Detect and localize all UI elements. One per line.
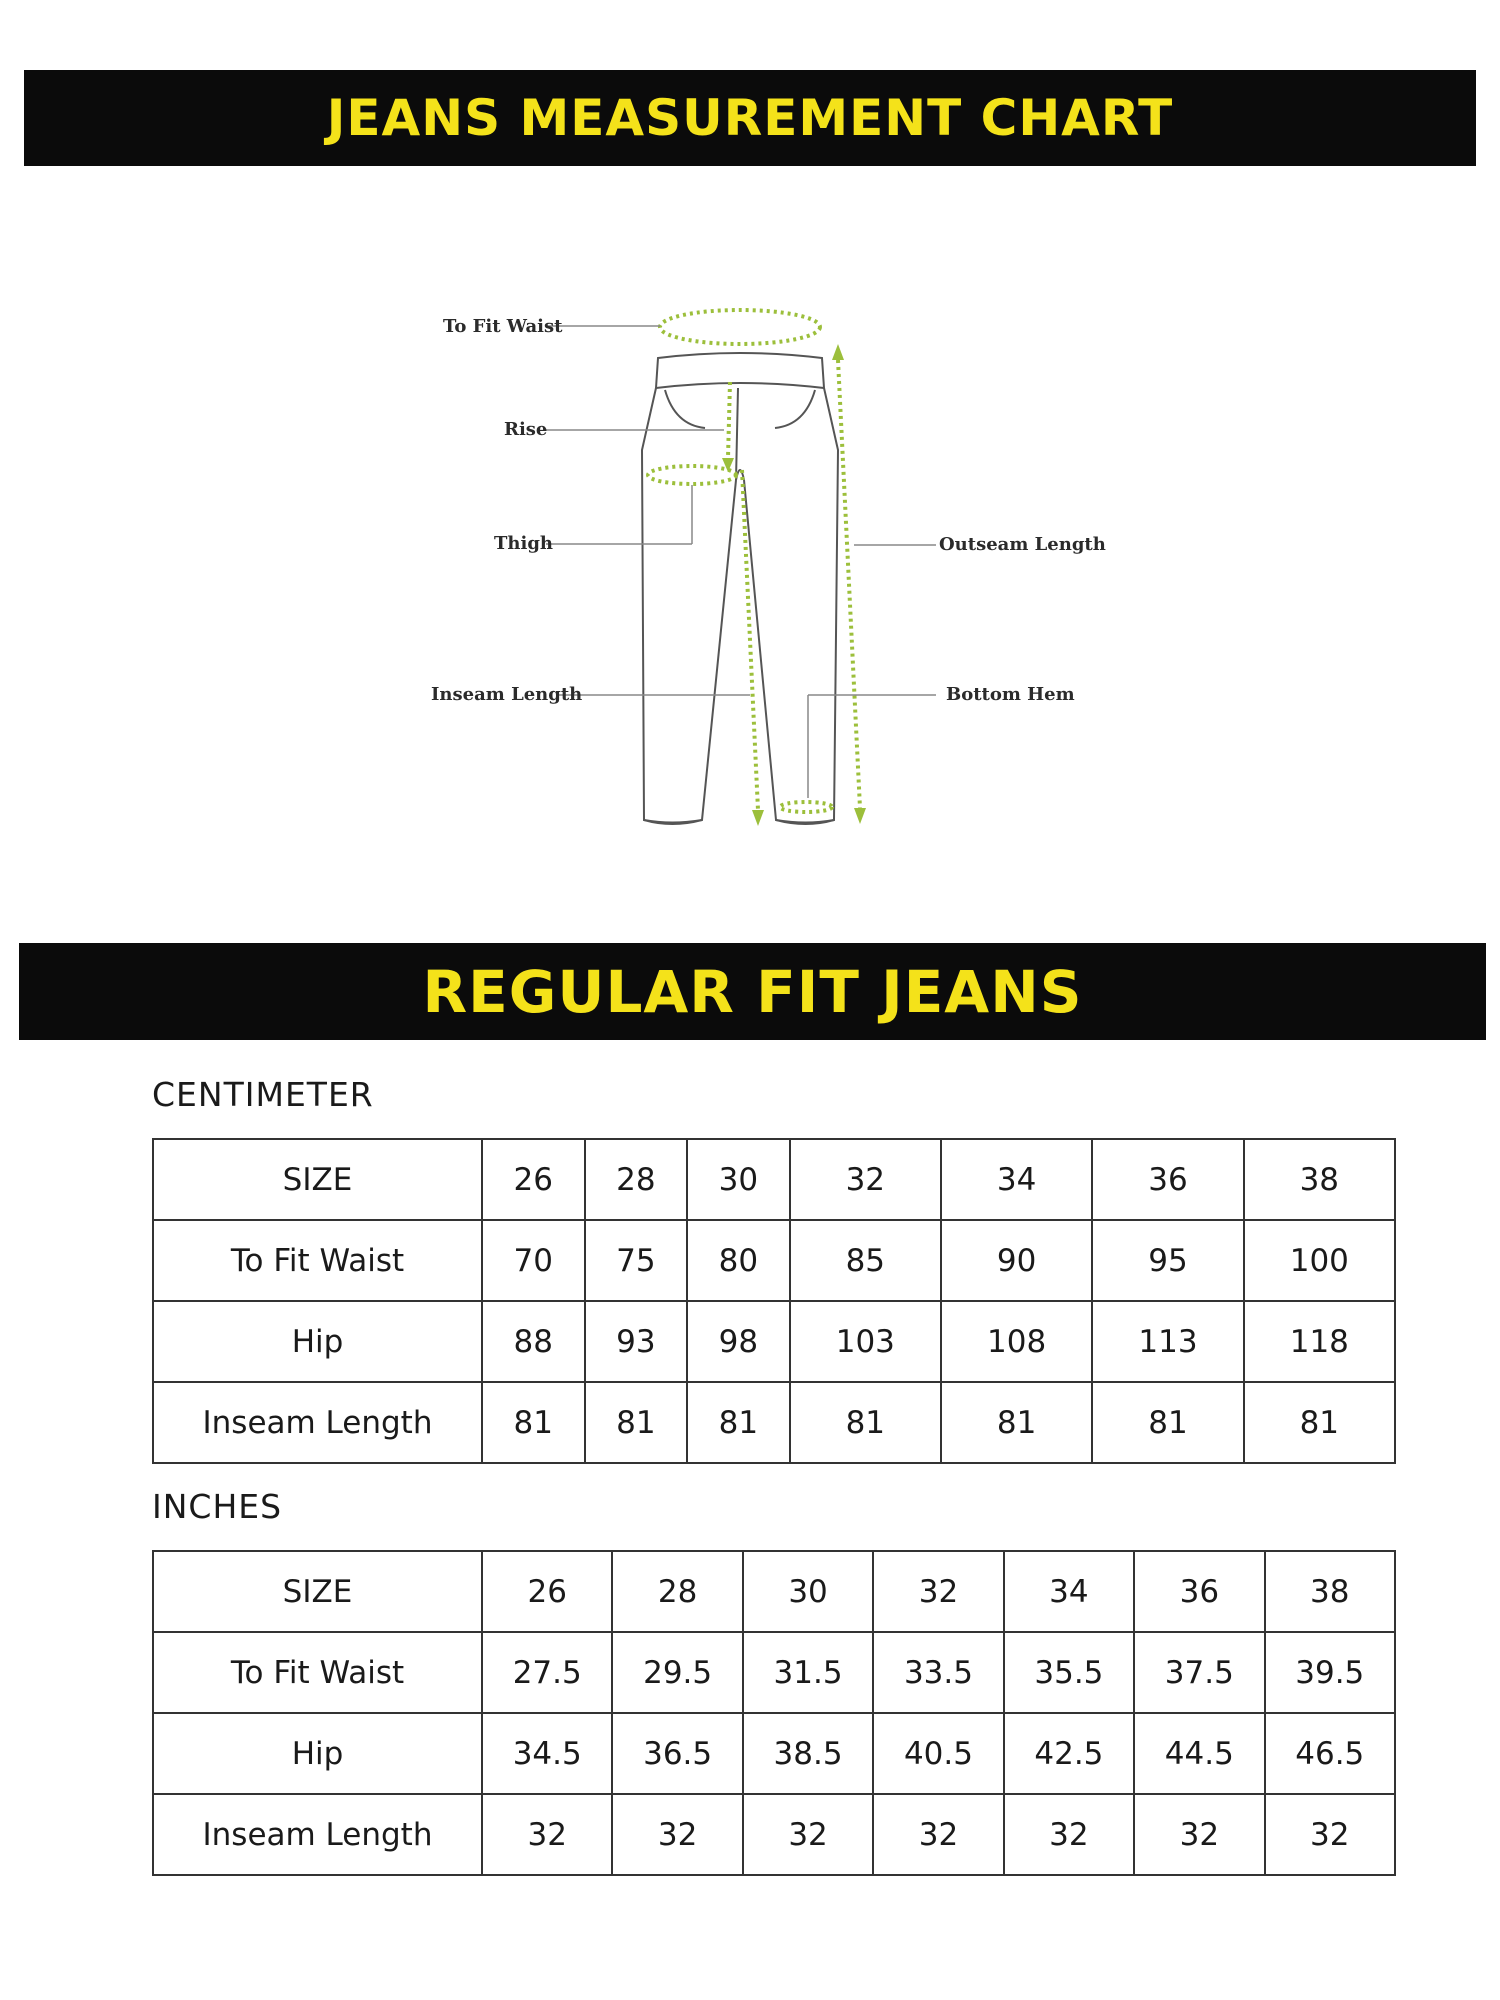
table-cell: 81: [585, 1382, 688, 1463]
label-to-fit-waist: To Fit Waist: [443, 316, 563, 337]
label-inseam-length: Inseam Length: [431, 684, 583, 705]
table-cell: 38: [1244, 1139, 1395, 1220]
table-cell: 26: [482, 1551, 612, 1632]
table-cell: 28: [585, 1139, 688, 1220]
table-cell: 70: [482, 1220, 585, 1301]
table-cell: 75: [585, 1220, 688, 1301]
table-row: [153, 1301, 1395, 1382]
jeans-illustration: [0, 280, 1500, 840]
table-cell: 39.5: [1265, 1632, 1395, 1713]
table-cell: 108: [941, 1301, 1092, 1382]
table-cell: 32: [873, 1794, 1003, 1875]
table-cell: 40.5: [873, 1713, 1003, 1794]
table-cell: 32: [1004, 1794, 1134, 1875]
table-cell: 81: [790, 1382, 941, 1463]
table-cell: 95: [1092, 1220, 1243, 1301]
table-cell: 31.5: [743, 1632, 873, 1713]
table-cell: 34: [1004, 1551, 1134, 1632]
label-rise: Rise: [504, 419, 548, 440]
table-cell: 37.5: [1134, 1632, 1264, 1713]
table-cell: 80: [687, 1220, 790, 1301]
table-cell: 35.5: [1004, 1632, 1134, 1713]
table-cell: 30: [743, 1551, 873, 1632]
table-cell: 113: [1092, 1301, 1243, 1382]
table-row: [153, 1382, 1395, 1463]
row-header-cell: Hip: [153, 1713, 482, 1794]
table-cell: 42.5: [1004, 1713, 1134, 1794]
table-cell: 98: [687, 1301, 790, 1382]
table-cell: 32: [1134, 1794, 1264, 1875]
table-cell: 85: [790, 1220, 941, 1301]
row-header-cell: Hip: [153, 1301, 482, 1382]
row-header-cell: Inseam Length: [153, 1794, 482, 1875]
section-title-banner: [19, 943, 1486, 1040]
table-cell: 88: [482, 1301, 585, 1382]
table-cell: 38: [1265, 1551, 1395, 1632]
table-cell: 36: [1134, 1551, 1264, 1632]
table-row: [153, 1220, 1395, 1301]
table-cell: 103: [790, 1301, 941, 1382]
table-cell: 32: [612, 1794, 742, 1875]
row-header-cell: Inseam Length: [153, 1382, 482, 1463]
table-cell: 34.5: [482, 1713, 612, 1794]
table-cell: 32: [743, 1794, 873, 1875]
table-cell: 81: [482, 1382, 585, 1463]
row-header-cell: SIZE: [153, 1139, 482, 1220]
table-row: [153, 1632, 1395, 1713]
chart-title: JEANS MEASUREMENT CHART: [326, 89, 1174, 147]
centimeter-size-table: [152, 1138, 1396, 1464]
jeans-measurement-diagram: [0, 280, 1500, 840]
table-row: [153, 1713, 1395, 1794]
table-cell: 36.5: [612, 1713, 742, 1794]
table-cell: 46.5: [1265, 1713, 1395, 1794]
table-cell: 32: [1265, 1794, 1395, 1875]
inches-label: INCHES: [152, 1487, 283, 1526]
section-title: REGULAR FIT JEANS: [422, 957, 1083, 1026]
label-bottom-hem: Bottom Hem: [946, 684, 1075, 705]
table-row: [153, 1139, 1395, 1220]
table-row: [153, 1794, 1395, 1875]
table-cell: 27.5: [482, 1632, 612, 1713]
table-cell: 29.5: [612, 1632, 742, 1713]
table-cell: 30: [687, 1139, 790, 1220]
table-cell: 118: [1244, 1301, 1395, 1382]
table-cell: 32: [790, 1139, 941, 1220]
inches-size-table: [152, 1550, 1396, 1876]
chart-title-banner: [24, 70, 1476, 166]
table-cell: 81: [941, 1382, 1092, 1463]
table-cell: 81: [1092, 1382, 1243, 1463]
table-cell: 90: [941, 1220, 1092, 1301]
table-cell: 32: [873, 1551, 1003, 1632]
table-cell: 100: [1244, 1220, 1395, 1301]
row-header-cell: To Fit Waist: [153, 1220, 482, 1301]
table-cell: 33.5: [873, 1632, 1003, 1713]
table-cell: 28: [612, 1551, 742, 1632]
table-row: [153, 1551, 1395, 1632]
table-cell: 81: [1244, 1382, 1395, 1463]
row-header-cell: SIZE: [153, 1551, 482, 1632]
table-cell: 81: [687, 1382, 790, 1463]
centimeter-label: CENTIMETER: [152, 1075, 374, 1114]
label-outseam-length: Outseam Length: [939, 534, 1106, 555]
row-header-cell: To Fit Waist: [153, 1632, 482, 1713]
table-cell: 93: [585, 1301, 688, 1382]
table-cell: 44.5: [1134, 1713, 1264, 1794]
table-cell: 32: [482, 1794, 612, 1875]
table-cell: 36: [1092, 1139, 1243, 1220]
table-cell: 34: [941, 1139, 1092, 1220]
table-cell: 26: [482, 1139, 585, 1220]
label-thigh: Thigh: [494, 533, 553, 554]
table-cell: 38.5: [743, 1713, 873, 1794]
